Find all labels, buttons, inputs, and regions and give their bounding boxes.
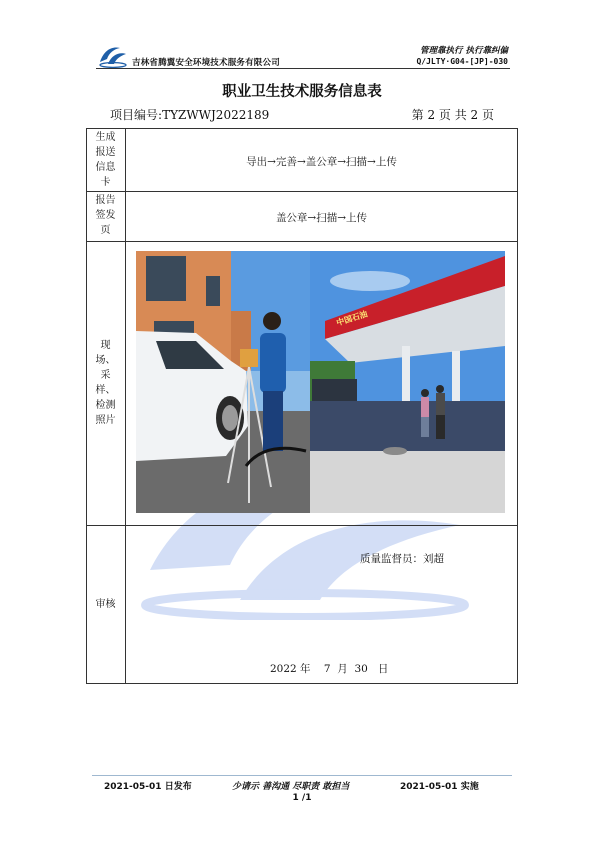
label-line: 卡	[100, 177, 111, 188]
label-line: 检测	[95, 400, 116, 411]
footer-motto: 少请示 善沟通 尽职责 敢担当	[232, 782, 350, 792]
table-row-divider	[86, 525, 518, 526]
label-line: 样、	[95, 385, 116, 396]
company-logo-icon	[98, 44, 128, 68]
quality-supervisor: 质量监督员：刘超	[360, 553, 444, 565]
footer-published: 2021-05-01 日发布	[104, 782, 192, 792]
footer-page-number: 1 /1	[292, 793, 312, 803]
label-line: 生成	[95, 132, 116, 143]
header-slogan: 管理靠执行 执行靠纠偏	[420, 46, 508, 56]
page-title: 职业卫生技术服务信息表	[222, 84, 382, 100]
project-number-label: 项目编号	[110, 108, 159, 122]
label-line: 审核	[95, 599, 116, 610]
project-number-separator: :	[158, 108, 163, 122]
label-line: 页	[100, 225, 111, 236]
row-label-site-photos	[86, 338, 125, 428]
label-line: 采	[100, 370, 111, 381]
label-line: 场、	[95, 355, 116, 366]
page-info: 第 2 页 共 2 页	[411, 108, 494, 122]
company-name: 吉林省腾翼安全环境技术服务有限公司	[132, 58, 280, 68]
table-row-divider	[86, 191, 518, 192]
row-content-info-card: 导出→完善→盖公章→扫描→上传	[246, 156, 397, 168]
label-line: 信息	[95, 162, 116, 173]
row-label-info-card	[86, 130, 125, 190]
table-row-divider	[86, 241, 518, 242]
footer-effective: 2021-05-01 实施	[400, 782, 479, 792]
gas-station-sign-text: 中国石油	[335, 309, 369, 328]
row-content-report-sign: 盖公章→扫描→上传	[275, 212, 368, 224]
row-label-review	[86, 597, 125, 612]
project-number-value: TYZWWJ2022189	[162, 108, 270, 122]
label-line: 照片	[95, 415, 116, 426]
footer-divider	[92, 775, 512, 776]
label-line: 报送	[95, 147, 116, 158]
label-line: 报告	[95, 195, 116, 206]
header-divider	[96, 68, 510, 69]
label-line: 签发	[95, 210, 116, 221]
project-number	[110, 106, 269, 123]
site-photo-gas-station	[310, 251, 505, 513]
review-date: 2022 年 7 月 30 日	[270, 663, 389, 675]
row-label-report-sign	[86, 193, 125, 238]
site-photo-sampling	[136, 251, 310, 513]
label-line: 现	[100, 340, 111, 351]
document-number: Q/JLTY·G04-[JP]-030	[416, 57, 508, 66]
